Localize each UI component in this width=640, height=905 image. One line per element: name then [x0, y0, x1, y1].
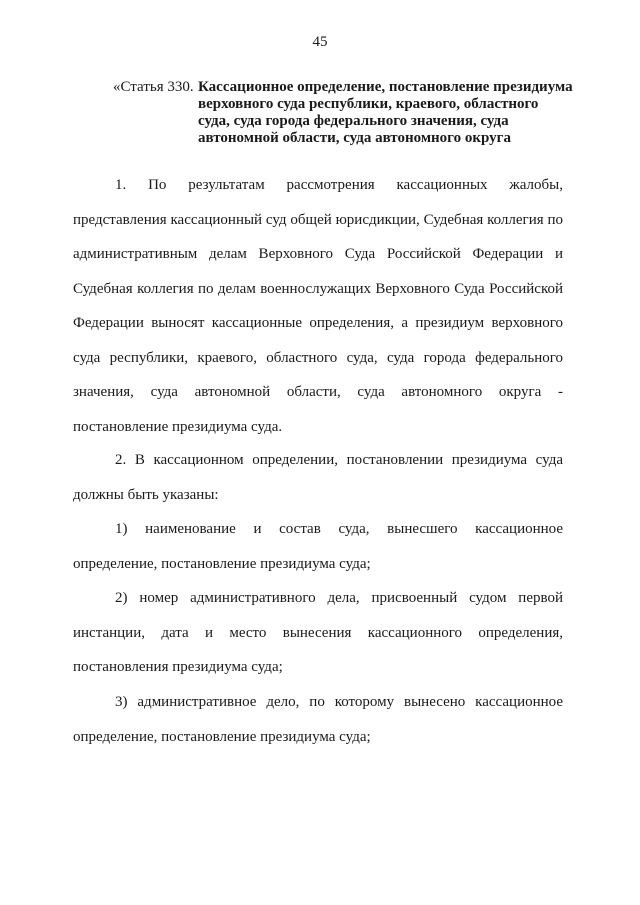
- list-item-3: [73, 685, 563, 754]
- article-prefix: «Статья 330.: [113, 79, 194, 95]
- list-item-text: 3) административное дело, по которому вынесено кассационное определение, постановление президиума суда;: [73, 694, 563, 745]
- page-number: 45: [312, 34, 328, 50]
- article-heading: [113, 79, 573, 147]
- list-item-2: [73, 581, 563, 685]
- list-item-1: [73, 512, 563, 581]
- paragraph-text: 2. В кассационном определении, постановлении президиума суда должны быть указаны:: [73, 452, 563, 503]
- paragraph-1: [73, 168, 563, 444]
- list-item-text: 1) наименование и состав суда, вынесшего кассационное определение, постановление президиума суда;: [73, 521, 563, 572]
- paragraph-2: [73, 443, 563, 512]
- list-item-text: 2) номер административного дела, присвоенный судом первой инстанции, дата и место вынесения кассационного определения, постановления президиума суда;: [73, 590, 563, 675]
- article-title: Кассационное определение, постановление президиума верховного суда республики, краевого, областного суда, суда города федерального значения, суда автономной области, суда автономного округа: [198, 79, 573, 146]
- paragraph-text: 1. По результатам рассмотрения кассационных жалобы, представления кассационный суд общей юрисдикции, Судебная коллегия по административным делам Верховного Суда Российской Федерации и Судебная коллегия по делам военнослужащих Верховного Суда Российской Федерации выносят кассационные определения, а президиум верховного суда республики, краевого, областного суда, суда города федерального значения, суда автономной области, суда автономного округа - постановление президиума суда.: [73, 177, 563, 435]
